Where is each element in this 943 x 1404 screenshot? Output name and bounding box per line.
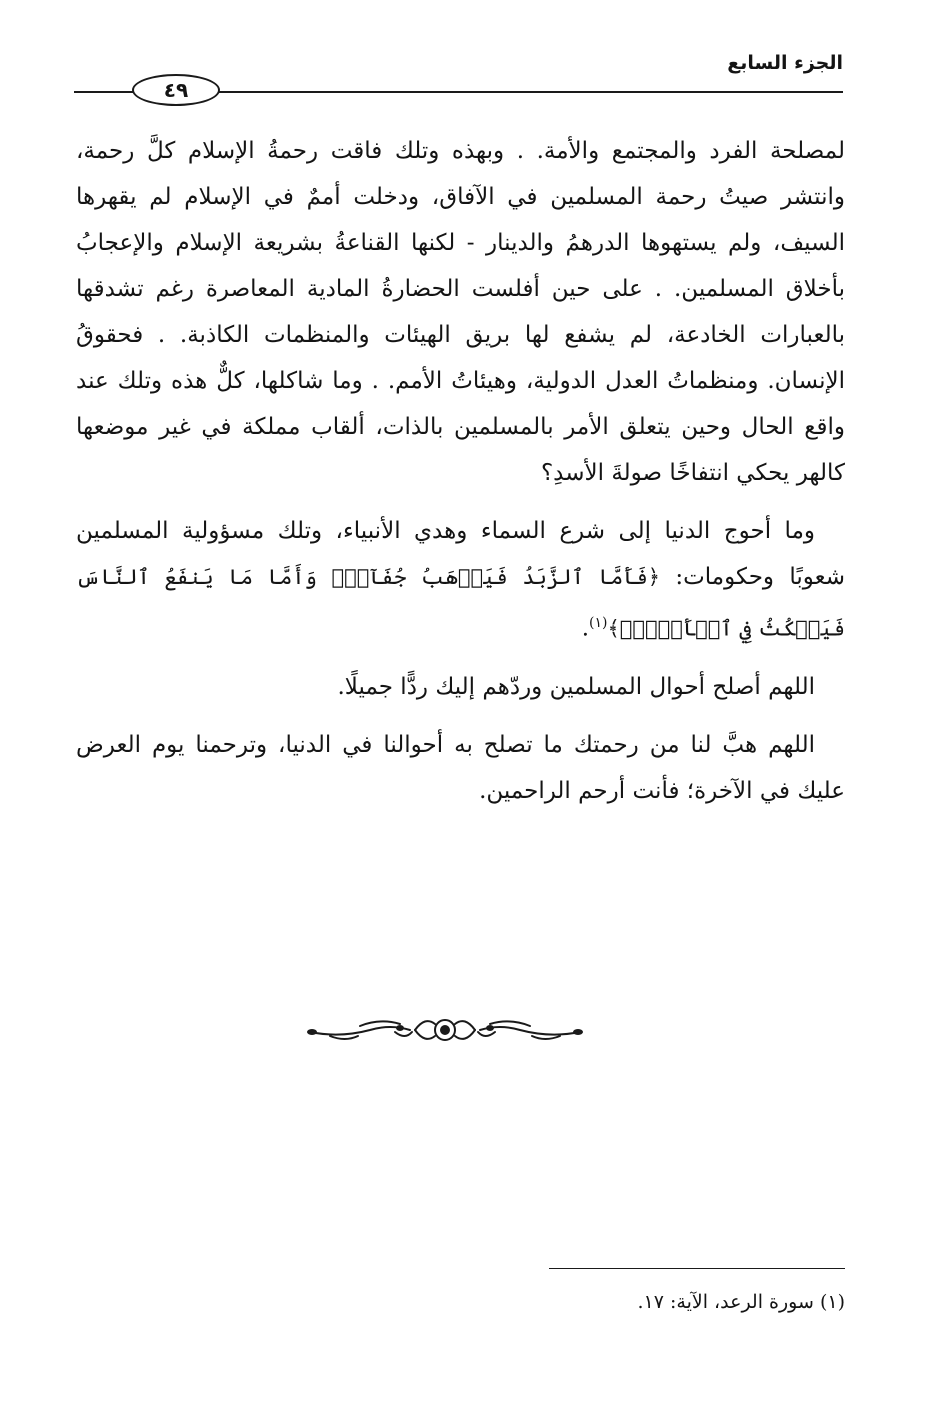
paragraph-2 bbox=[76, 508, 845, 652]
footnote-ref: (١) bbox=[589, 615, 608, 631]
footnote: (١) سورة الرعد، الآية: ١٧. bbox=[637, 1291, 845, 1313]
quran-verse: ﴿فَأَمَّا ٱلزَّبَدُ فَيَذۡهَبُ جُفَآءٗۖ وَأَمَّا مَا يَنفَعُ ٱلنَّاسَ فَيَمۡكُثُ فِي ٱلۡأَرۡضِۚ﴾ bbox=[76, 565, 845, 641]
footnote-rule bbox=[549, 1268, 845, 1269]
page-number-badge: ٤٩ bbox=[132, 74, 220, 106]
body-text bbox=[76, 128, 845, 826]
paragraph-3: اللهم أصلح أحوال المسلمين وردّهم إليك ردًّا جميلًا. bbox=[337, 673, 815, 700]
paragraph-1: لمصلحة الفرد والمجتمع والأمة. . وبهذه وتلك فاقت رحمةُ الإسلام كلَّ رحمة، وانتشر صيتُ رحمة المسلمين في الآفاق، ودخلت أممٌ في الإسلام لم يقهرها السيف، ولم يستهوها الدرهمُ والدينار - لكنها القناعةُ بشريعة الإسلام والإعجابُ بأخلاق المسلمين. . على حين أفلست الحضارةُ المادية المعاصرة رغم تشدقها بالعبارات الخادعة، لم يشفع لها بريق الهيئات والمنظمات الكاذبة. . فحقوقُ الإنسان. ومنظماتُ العدل الدولية، وهيئاتُ الأمم. . وما شاكلها، كلٌّ هذه وتلك عند واقع الحال وحين يتعلق الأمر بالمسلمين بالذات، ألقاب مملكة في غير موضعها كالهر يحكي انتفاخًا صولةَ الأسدِ؟ bbox=[76, 138, 845, 486]
chapter-title: الجزء السابع bbox=[727, 52, 843, 74]
paragraph-4: اللهم هبَّ لنا من رحمتك ما تصلح به أحوالنا في الدنيا، وترحمنا يوم العرض عليك في الآخرة؛ فأنت أرحم الراحمين. bbox=[76, 731, 845, 804]
floral-divider-icon bbox=[300, 1010, 590, 1050]
paragraph-2-end: . bbox=[581, 615, 590, 642]
paragraph-2-intro: وما أحوج الدنيا إلى شرع السماء وهدي الأنبياء، وتلك مسؤولية المسلمين شعوبًا وحكومات: bbox=[76, 518, 845, 590]
